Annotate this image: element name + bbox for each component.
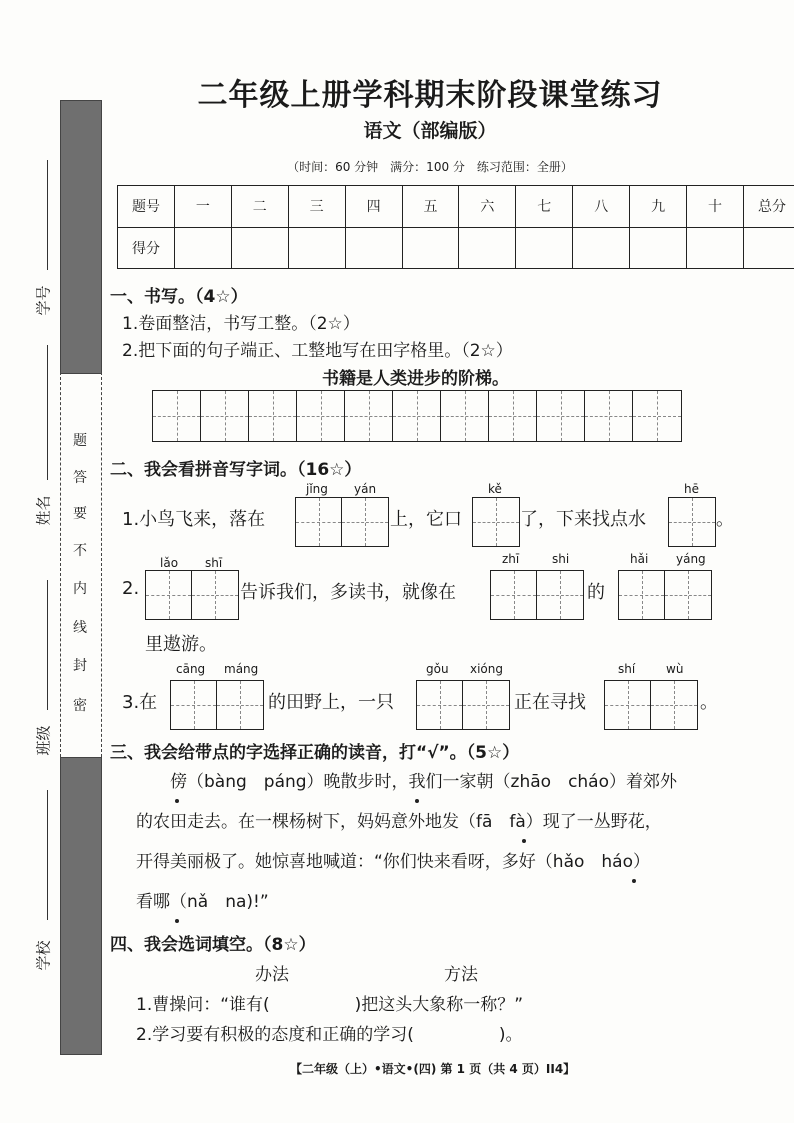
page-title: 二年级上册学科期末阶段课堂练习	[197, 78, 663, 113]
pinyin: kě	[488, 482, 502, 496]
emphasis-dot	[175, 919, 179, 923]
tian-cell[interactable]	[153, 391, 201, 441]
score-cell[interactable]	[743, 227, 794, 269]
tian-cell[interactable]	[537, 391, 585, 441]
pinyin: cāng	[176, 662, 206, 676]
q2-3-text-d: 。	[700, 692, 718, 713]
tian-cell[interactable]	[249, 391, 297, 441]
answer-grid-cangmang[interactable]	[170, 680, 264, 730]
score-table	[117, 185, 794, 269]
tian-grid-writing-row[interactable]	[152, 390, 682, 442]
score-cell[interactable]	[459, 227, 516, 269]
section-1-heading: 一、书写。（4☆）	[110, 287, 248, 307]
seal-char: 不	[73, 543, 87, 559]
margin-line-name	[47, 345, 48, 480]
pinyin: shī	[205, 556, 223, 570]
q2-2-text-b: 告诉我们，多读书，就像在	[240, 582, 456, 603]
section-3-heading: 三、我会给带点的字选择正确的读音，打“√”。（5☆）	[110, 743, 520, 763]
margin-line-class	[47, 580, 48, 710]
tian-cell[interactable]	[473, 498, 519, 546]
q2-1-text-b: 上，它口	[390, 509, 462, 530]
score-cell[interactable]	[516, 227, 573, 269]
pinyin: shi	[552, 552, 570, 566]
score-table-score-row	[118, 227, 794, 269]
q2-3-text-c: 正在寻找	[514, 692, 586, 713]
tian-cell[interactable]	[489, 391, 537, 441]
answer-grid-zhishi[interactable]	[490, 570, 584, 620]
pinyin: zhī	[502, 552, 520, 566]
tian-cell[interactable]	[605, 681, 651, 729]
tian-cell[interactable]	[669, 498, 715, 546]
emphasis-dot	[632, 879, 636, 883]
word-option-1: 办法	[255, 965, 289, 985]
pinyin: shí	[618, 662, 636, 676]
score-table-col: 三	[288, 186, 345, 228]
section-1-item-2: 2.把下面的句子端正、工整地写在田字格里。（2☆）	[122, 341, 513, 361]
tian-cell[interactable]	[463, 681, 509, 729]
tian-cell[interactable]	[146, 571, 192, 619]
section-2-heading: 二、我会看拼音写字词。（16☆）	[110, 460, 362, 480]
emphasis-dot	[175, 799, 179, 803]
seal-char: 线	[73, 620, 87, 636]
answer-grid-jingyan[interactable]	[295, 497, 389, 547]
seal-char: 要	[73, 506, 87, 522]
q2-3-text-b: 的田野上，一只	[268, 692, 394, 713]
seal-char: 题	[73, 433, 87, 449]
score-table-col: 八	[573, 186, 630, 228]
margin-line-school	[47, 790, 48, 920]
score-cell[interactable]	[630, 227, 687, 269]
section-1-item-1: 1.卷面整洁，书写工整。（2☆）	[122, 314, 360, 334]
q2-1-text-c: 了，下来找点水	[520, 509, 646, 530]
section-4-item-2[interactable]: 2.学习要有积极的态度和正确的学习( )。	[136, 1025, 523, 1045]
answer-grid-haiyang[interactable]	[618, 570, 712, 620]
word-option-2: 方法	[444, 965, 478, 985]
score-cell[interactable]	[687, 227, 744, 269]
tian-cell[interactable]	[342, 498, 388, 546]
score-cell[interactable]	[231, 227, 288, 269]
q2-1-text-a: 1.小鸟飞来，落在	[122, 509, 266, 530]
page-footer: 【二年级（上）•语文•(四) 第 1 页（共 4 页）II4】	[290, 1062, 576, 1076]
seal-char: 封	[73, 658, 87, 674]
page-subtitle: 语文（部编版）	[363, 120, 497, 142]
seal-char: 内	[73, 581, 87, 597]
score-table-col: 总分	[743, 186, 794, 228]
q2-2-text-d: 里遨游。	[145, 634, 217, 655]
score-cell[interactable]	[402, 227, 459, 269]
margin-gray-bar-bottom	[60, 757, 102, 1055]
passage-line[interactable]: 看哪（nǎ na)!”	[136, 892, 269, 912]
answer-grid-ke[interactable]	[472, 497, 520, 547]
pinyin: jǐng	[306, 482, 328, 496]
tian-cell[interactable]	[651, 681, 697, 729]
emphasis-dot	[522, 839, 526, 843]
score-cell[interactable]	[288, 227, 345, 269]
margin-label-student-id: 学号	[34, 285, 53, 316]
score-table-row-label: 得分	[118, 227, 175, 269]
score-table-row-label: 题号	[118, 186, 175, 228]
tian-cell[interactable]	[585, 391, 633, 441]
tian-cell[interactable]	[665, 571, 711, 619]
passage-line[interactable]: 傍（bàng páng）晚散步时，我们一家朝（zhāo cháo）着郊外	[170, 772, 678, 792]
score-table-col: 二	[231, 186, 288, 228]
margin-line-student-id	[47, 160, 48, 270]
tian-cell[interactable]	[417, 681, 463, 729]
tian-cell[interactable]	[537, 571, 583, 619]
score-table-col: 一	[174, 186, 231, 228]
score-table-col: 六	[459, 186, 516, 228]
section-4-heading: 四、我会选词填空。（8☆）	[110, 935, 316, 955]
margin-label-school: 学校	[34, 940, 53, 971]
pinyin: lǎo	[160, 556, 179, 570]
tian-cell[interactable]	[633, 391, 681, 441]
score-cell[interactable]	[174, 227, 231, 269]
q2-2-text-a: 2.	[122, 578, 140, 599]
tian-cell[interactable]	[393, 391, 441, 441]
pinyin: hē	[684, 482, 699, 496]
passage-line[interactable]: 的农田走去。在一棵杨树下，妈妈意外地发（fā fà）现了一丛野花，	[136, 812, 662, 832]
section-4-item-1[interactable]: 1.曹操问：“谁有( )把这头大象称一称？”	[136, 995, 524, 1015]
tian-cell[interactable]	[217, 681, 263, 729]
tian-cell[interactable]	[441, 391, 489, 441]
pinyin: yáng	[676, 552, 706, 566]
margin-gray-bar-top	[60, 100, 102, 374]
passage-line[interactable]: 开得美丽极了。她惊喜地喊道：“你们快来看呀，多好（hǎo háo）	[136, 852, 650, 872]
answer-grid-shiwu[interactable]	[604, 680, 698, 730]
score-table-col: 九	[630, 186, 687, 228]
score-cell[interactable]	[345, 227, 402, 269]
pinyin: gǒu	[426, 662, 449, 676]
tian-cell[interactable]	[491, 571, 537, 619]
answer-grid-gouxiong[interactable]	[416, 680, 510, 730]
q2-3-text-a: 3.在	[122, 692, 158, 713]
score-table-col: 七	[516, 186, 573, 228]
copy-sentence: 书籍是人类进步的阶梯。	[322, 369, 509, 389]
tian-cell[interactable]	[171, 681, 217, 729]
tian-cell[interactable]	[296, 498, 342, 546]
score-cell[interactable]	[573, 227, 630, 269]
answer-grid-laoshi[interactable]	[145, 570, 239, 620]
pinyin: wù	[666, 662, 684, 676]
margin-label-name: 姓名	[34, 495, 53, 526]
score-table-header-row	[118, 186, 794, 228]
tian-cell[interactable]	[345, 391, 393, 441]
tian-cell[interactable]	[297, 391, 345, 441]
seal-char: 密	[73, 698, 87, 714]
pinyin: yán	[354, 482, 377, 496]
pinyin: hǎi	[630, 552, 649, 566]
q2-2-text-c: 的	[587, 582, 605, 603]
answer-grid-he[interactable]	[668, 497, 716, 547]
tian-cell[interactable]	[201, 391, 249, 441]
emphasis-dot	[415, 799, 419, 803]
exam-info: （时间：60 分钟 满分：100 分 练习范围：全册）	[287, 160, 573, 174]
tian-cell[interactable]	[619, 571, 665, 619]
seal-char: 答	[73, 470, 87, 486]
q2-1-text-d: 。	[716, 509, 734, 530]
pinyin: xióng	[470, 662, 503, 676]
score-table-col: 五	[402, 186, 459, 228]
pinyin: máng	[224, 662, 259, 676]
margin-label-class: 班级	[34, 725, 53, 756]
score-table-col: 十	[687, 186, 744, 228]
tian-cell[interactable]	[192, 571, 238, 619]
score-table-col: 四	[345, 186, 402, 228]
